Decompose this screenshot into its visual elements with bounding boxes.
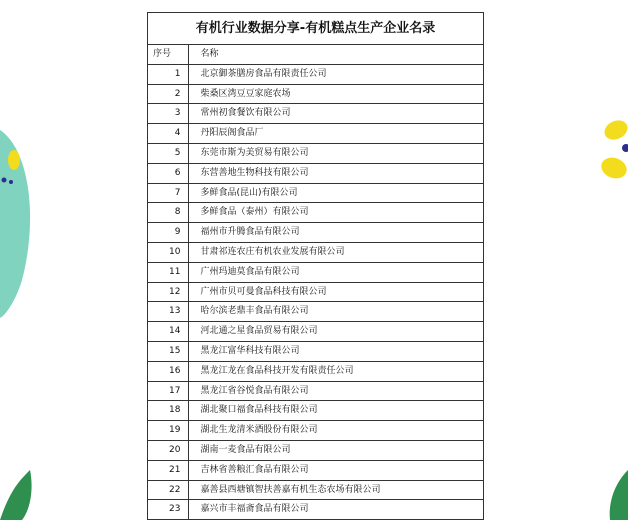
- table-row: [148, 381, 483, 401]
- row-index: 17: [148, 381, 188, 401]
- row-company-name: 嘉兴市丰福斋食品有限公司: [200, 504, 309, 515]
- table-row: [148, 242, 483, 262]
- row-company-name: 柴桑区湾豆豆家庭农场: [188, 84, 483, 104]
- row-index: 5: [148, 143, 188, 163]
- table-row: [148, 64, 483, 84]
- row-company-name: 东营善地生物科技有限公司: [188, 163, 483, 183]
- row-company-name: 湖北聚口福食品科技有限公司: [188, 401, 483, 421]
- right-flower-decoration: [590, 110, 628, 190]
- row-company-name: 北京御茶膳房食品有限责任公司: [188, 64, 483, 84]
- table-row: [148, 143, 483, 163]
- row-index: 3: [148, 104, 188, 124]
- row-index: 1: [148, 64, 188, 84]
- row-company-name: 福州市升腾食品有限公司: [188, 223, 483, 243]
- table-row: [148, 401, 483, 421]
- row-index: 9: [148, 223, 188, 243]
- row-index: 8: [148, 203, 188, 223]
- row-company-name: 河北通之星食品贸易有限公司: [188, 322, 483, 342]
- row-company-name: 吉林省善粮汇食品有限公司: [188, 460, 483, 480]
- column-header-name: 名称: [188, 45, 483, 64]
- table-row: [148, 282, 483, 302]
- row-index: 13: [148, 302, 188, 322]
- row-index: 2: [148, 84, 188, 104]
- row-company-name: 多鲜食品(昆山)有限公司: [188, 183, 483, 203]
- table-row: [148, 163, 483, 183]
- row-company-name: 多鲜食品（泰州）有限公司: [188, 203, 483, 223]
- row-index: 6: [148, 163, 188, 183]
- row-company-name: 黑龙江龙在食品科技开发有限责任公司: [188, 361, 483, 381]
- row-company-name: 黑龙江富华科技有限公司: [188, 341, 483, 361]
- row-company-name: 湖南一麦食品有限公司: [188, 440, 483, 460]
- table-row: [148, 361, 483, 381]
- row-index: 19: [148, 421, 188, 441]
- bottom-left-leaf-decoration: [0, 470, 40, 520]
- row-index: 21: [148, 460, 188, 480]
- table-row: [148, 322, 483, 342]
- table-row: [148, 480, 483, 500]
- table-row: [148, 84, 483, 104]
- row-company-name: 哈尔滨老鼎丰食品有限公司: [188, 302, 483, 322]
- row-company-name: 黑龙江省谷悦食品有限公司: [188, 381, 483, 401]
- row-index: 16: [148, 361, 188, 381]
- row-index: 23: [148, 500, 188, 519]
- row-index: 20: [148, 440, 188, 460]
- table-row: [148, 223, 483, 243]
- document-title: 有机行业数据分享-有机糕点生产企业名录: [148, 13, 483, 45]
- table-row: [148, 302, 483, 322]
- bottom-right-leaf-decoration: [590, 470, 628, 520]
- table-row: [148, 124, 483, 144]
- row-index: 10: [148, 242, 188, 262]
- left-leaf-decoration: [0, 120, 40, 320]
- table-row: [148, 104, 483, 124]
- enterprise-table: [148, 45, 483, 519]
- table-row: [148, 500, 483, 519]
- table-row: [148, 460, 483, 480]
- table-row: [148, 341, 483, 361]
- row-index: 14: [148, 322, 188, 342]
- table-row: [148, 203, 483, 223]
- table-row: [148, 262, 483, 282]
- row-index: 12: [148, 282, 188, 302]
- table-header-row: [148, 45, 483, 64]
- row-company-name: 嘉善县西塘镇智扶善嘉有机生态农场有限公司: [188, 480, 483, 500]
- row-company-name: 丹阳辰阁食品厂: [188, 124, 483, 144]
- row-index: 11: [148, 262, 188, 282]
- row-company-name: 广州市贝可曼食品科技有限公司: [188, 282, 483, 302]
- column-header-index: 序号: [148, 45, 188, 64]
- row-company-name: 东莞市斯为美贸易有限公司: [188, 143, 483, 163]
- row-index: 15: [148, 341, 188, 361]
- enterprise-list-table: [147, 12, 484, 520]
- row-company-name: 甘肃祁连农庄有机农业发展有限公司: [188, 242, 483, 262]
- row-index: 18: [148, 401, 188, 421]
- row-index: 22: [148, 480, 188, 500]
- row-company-name: 湖北生龙清米酒股份有限公司: [188, 421, 483, 441]
- row-company-name: 广州玛迪莫食品有限公司: [188, 262, 483, 282]
- row-index: 7: [148, 183, 188, 203]
- table-row: [148, 421, 483, 441]
- row-index: 4: [148, 124, 188, 144]
- table-row: [148, 440, 483, 460]
- row-company-name: 常州初食餐饮有限公司: [188, 104, 483, 124]
- table-row: [148, 183, 483, 203]
